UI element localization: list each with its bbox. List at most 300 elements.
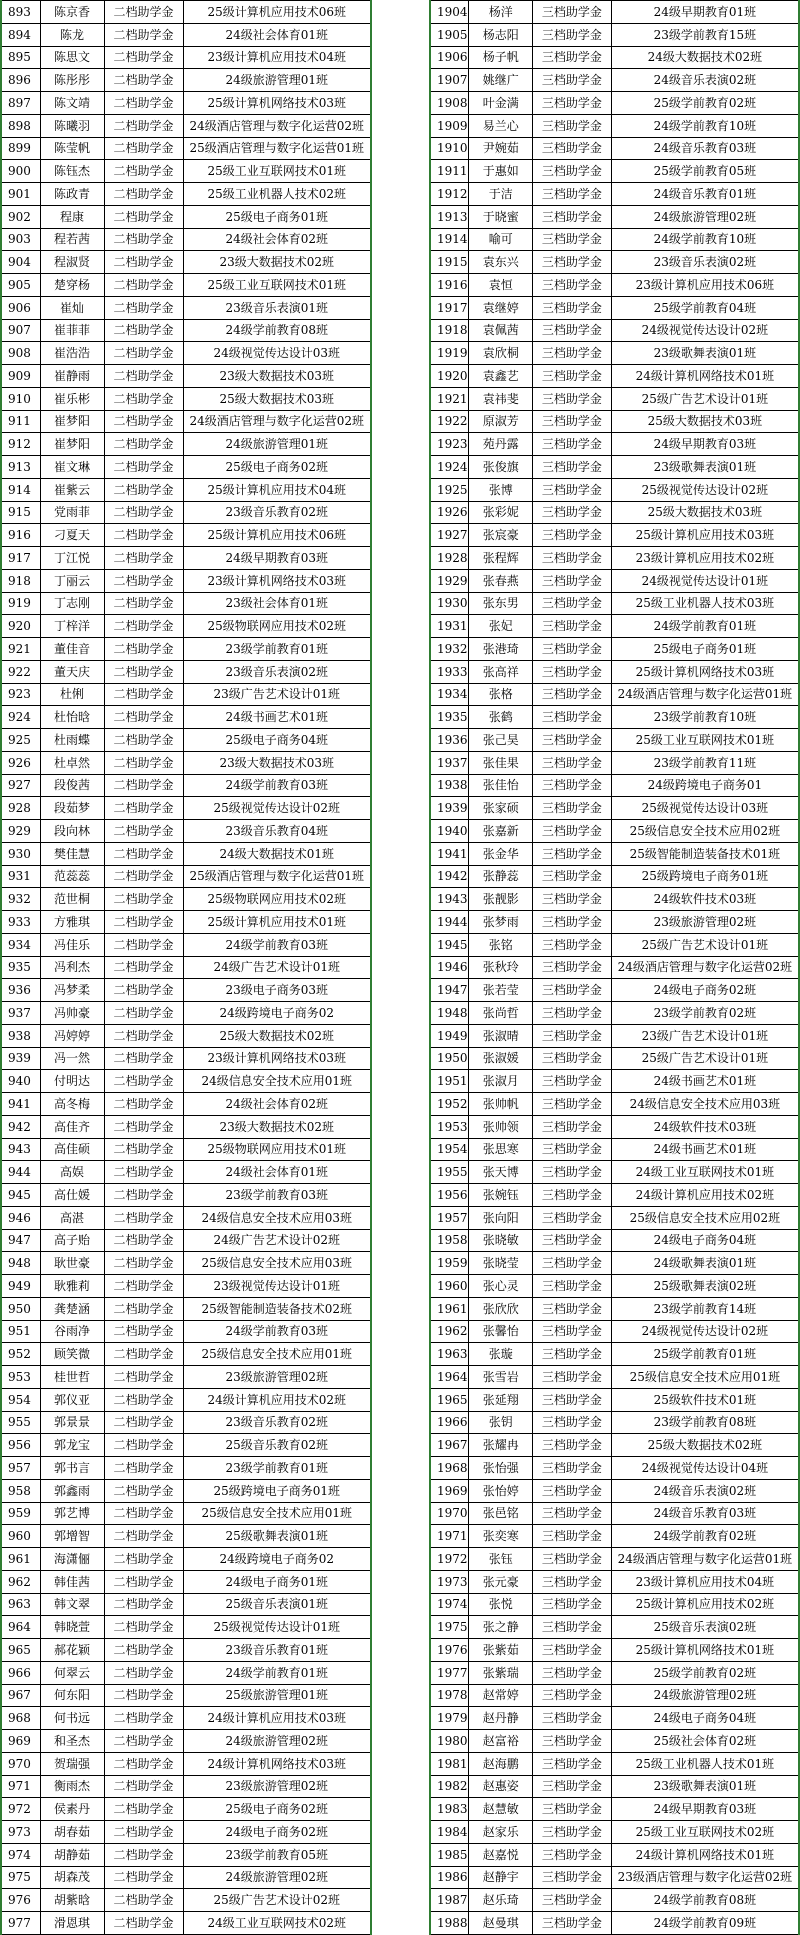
aid-level-cell: 三档助学金 — [533, 23, 612, 46]
table-row — [1, 1866, 371, 1889]
row-number-cell: 929 — [1, 820, 40, 843]
aid-level-cell: 三档助学金 — [533, 524, 612, 547]
class-name-cell: 25级大数据技术03班 — [611, 410, 799, 433]
table-row — [430, 342, 799, 365]
row-number-cell: 959 — [1, 1502, 40, 1525]
table-row — [430, 1593, 799, 1616]
row-number-cell: 941 — [1, 1093, 40, 1116]
class-name-cell: 23级旅游管理02班 — [611, 911, 799, 934]
row-number-cell: 975 — [1, 1866, 40, 1889]
row-number-cell: 1909 — [430, 114, 469, 137]
row-number-cell: 933 — [1, 911, 40, 934]
student-name-cell: 胡森茂 — [40, 1866, 104, 1889]
row-number-cell: 970 — [1, 1752, 40, 1775]
student-name-cell: 陈政青 — [40, 183, 104, 206]
row-number-cell: 1913 — [430, 205, 469, 228]
table-row — [430, 456, 799, 479]
table-row — [430, 365, 799, 388]
class-name-cell: 23级计算机应用技术02班 — [611, 547, 799, 570]
class-name-cell: 23级学前教育14班 — [611, 1297, 799, 1320]
student-name-cell: 郭龙宝 — [40, 1434, 104, 1457]
class-name-cell: 24级软件技术03班 — [611, 888, 799, 911]
table-row — [1, 1161, 371, 1184]
class-name-cell: 25级视觉传达设计01班 — [183, 1616, 371, 1639]
class-name-cell: 25级学前教育02班 — [611, 92, 799, 115]
row-number-cell: 1967 — [430, 1434, 469, 1457]
class-name-cell: 24级计算机网络技术03班 — [183, 1752, 371, 1775]
aid-level-cell: 三档助学金 — [533, 183, 612, 206]
class-name-cell: 23级音乐表演01班 — [183, 296, 371, 319]
row-number-cell: 901 — [1, 183, 40, 206]
row-number-cell: 904 — [1, 251, 40, 274]
table-row — [1, 1297, 371, 1320]
student-name-cell: 张博 — [469, 478, 533, 501]
student-name-cell: 张紫瑞 — [469, 1661, 533, 1684]
class-name-cell: 25级大数据技术02班 — [611, 1434, 799, 1457]
row-number-cell: 1931 — [430, 615, 469, 638]
row-number-cell: 977 — [1, 1912, 40, 1935]
table-row — [430, 1366, 799, 1389]
aid-level-cell: 二档助学金 — [104, 569, 183, 592]
aid-level-cell: 二档助学金 — [104, 1570, 183, 1593]
aid-level-cell: 二档助学金 — [104, 1616, 183, 1639]
table-row — [430, 1525, 799, 1548]
student-name-cell: 崔梦阳 — [40, 433, 104, 456]
row-number-cell: 1970 — [430, 1502, 469, 1525]
table-row — [1, 547, 371, 570]
aid-level-cell: 二档助学金 — [104, 524, 183, 547]
row-number-cell: 1915 — [430, 251, 469, 274]
class-name-cell: 23级学前教育11班 — [611, 751, 799, 774]
aid-level-cell: 三档助学金 — [533, 547, 612, 570]
aid-level-cell: 三档助学金 — [533, 1366, 612, 1389]
table-row — [1, 1411, 371, 1434]
student-name-cell: 杜怡晗 — [40, 706, 104, 729]
table-row — [1, 1320, 371, 1343]
table-row — [430, 1206, 799, 1229]
class-name-cell: 23级计算机应用技术06班 — [611, 274, 799, 297]
table-row — [430, 592, 799, 615]
table-row — [430, 933, 799, 956]
student-name-cell: 杨子帆 — [469, 46, 533, 69]
class-name-cell: 25级广告艺术设计01班 — [611, 387, 799, 410]
class-name-cell: 23级大数据技术02班 — [183, 251, 371, 274]
table-row — [1, 501, 371, 524]
student-name-cell: 付明达 — [40, 1070, 104, 1093]
student-name-cell: 张欣欣 — [469, 1297, 533, 1320]
table-row — [1, 1184, 371, 1207]
row-number-cell: 909 — [1, 365, 40, 388]
aid-level-cell: 二档助学金 — [104, 69, 183, 92]
row-number-cell: 905 — [1, 274, 40, 297]
student-name-cell: 张淑晴 — [469, 1024, 533, 1047]
table-row — [1, 1434, 371, 1457]
aid-level-cell: 三档助学金 — [533, 342, 612, 365]
table-row — [1, 410, 371, 433]
table-row — [1, 569, 371, 592]
student-name-cell: 崔乐彬 — [40, 387, 104, 410]
class-name-cell: 24级歌舞表演01班 — [611, 1252, 799, 1275]
student-name-cell: 于晓蜜 — [469, 205, 533, 228]
class-name-cell: 25级物联网应用技术01班 — [183, 1138, 371, 1161]
aid-level-cell: 二档助学金 — [104, 547, 183, 570]
table-row — [1, 1707, 371, 1730]
table-row — [430, 1684, 799, 1707]
student-name-cell: 董佳音 — [40, 638, 104, 661]
student-name-cell: 张之静 — [469, 1616, 533, 1639]
aid-level-cell: 三档助学金 — [533, 729, 612, 752]
table-row — [430, 774, 799, 797]
row-number-cell: 953 — [1, 1366, 40, 1389]
student-name-cell: 张奕寒 — [469, 1525, 533, 1548]
class-name-cell: 25级歌舞表演02班 — [611, 1275, 799, 1298]
table-row — [1, 433, 371, 456]
aid-level-cell: 二档助学金 — [104, 1388, 183, 1411]
aid-level-cell: 二档助学金 — [104, 1366, 183, 1389]
class-name-cell: 25级计算机网络技术03班 — [183, 92, 371, 115]
student-name-cell: 张钰 — [469, 1548, 533, 1571]
table-row — [1, 797, 371, 820]
aid-level-cell: 三档助学金 — [533, 683, 612, 706]
class-name-cell: 23级电子商务03班 — [183, 979, 371, 1002]
student-name-cell: 赵静宇 — [469, 1866, 533, 1889]
student-name-cell: 崔菲菲 — [40, 319, 104, 342]
row-number-cell: 1942 — [430, 865, 469, 888]
student-name-cell: 赵惠姿 — [469, 1775, 533, 1798]
class-name-cell: 23级学前教育15班 — [611, 23, 799, 46]
aid-level-cell: 二档助学金 — [104, 797, 183, 820]
aid-level-cell: 二档助学金 — [104, 319, 183, 342]
aid-level-cell: 三档助学金 — [533, 1548, 612, 1571]
class-name-cell: 24级学前教育03班 — [183, 774, 371, 797]
aid-level-cell: 二档助学金 — [104, 1798, 183, 1821]
class-name-cell: 24级视觉传达设计02班 — [611, 1320, 799, 1343]
row-number-cell: 949 — [1, 1275, 40, 1298]
class-name-cell: 24级社会体育01班 — [183, 1161, 371, 1184]
class-name-cell: 24级书画艺术01班 — [611, 1138, 799, 1161]
class-name-cell: 23级音乐表演02班 — [183, 660, 371, 683]
aid-level-cell: 二档助学金 — [104, 888, 183, 911]
table-row — [430, 751, 799, 774]
student-name-cell: 张元豪 — [469, 1570, 533, 1593]
student-name-cell: 张天博 — [469, 1161, 533, 1184]
class-name-cell: 23级学前教育10班 — [611, 706, 799, 729]
row-number-cell: 930 — [1, 842, 40, 865]
table-row — [430, 251, 799, 274]
aid-level-cell: 三档助学金 — [533, 592, 612, 615]
student-name-cell: 丁梓洋 — [40, 615, 104, 638]
student-name-cell: 张若莹 — [469, 979, 533, 1002]
table-row — [1, 1502, 371, 1525]
class-name-cell: 24级酒店管理与数字化运营01班 — [611, 1548, 799, 1571]
row-number-cell: 1983 — [430, 1798, 469, 1821]
aid-level-cell: 三档助学金 — [533, 205, 612, 228]
aid-level-cell: 三档助学金 — [533, 456, 612, 479]
class-name-cell: 24级广告艺术设计02班 — [183, 1229, 371, 1252]
row-number-cell: 902 — [1, 205, 40, 228]
student-name-cell: 侯素丹 — [40, 1798, 104, 1821]
row-number-cell: 943 — [1, 1138, 40, 1161]
aid-level-cell: 二档助学金 — [104, 410, 183, 433]
class-name-cell: 23级酒店管理与数字化运营02班 — [611, 1866, 799, 1889]
aid-level-cell: 三档助学金 — [533, 114, 612, 137]
table-row — [430, 660, 799, 683]
student-name-cell: 高仕媛 — [40, 1184, 104, 1207]
student-name-cell: 袁继婷 — [469, 296, 533, 319]
class-name-cell: 25级学前教育02班 — [611, 1661, 799, 1684]
row-number-cell: 1965 — [430, 1388, 469, 1411]
row-number-cell: 1941 — [430, 842, 469, 865]
table-row — [430, 1502, 799, 1525]
row-number-cell: 947 — [1, 1229, 40, 1252]
table-row — [1, 114, 371, 137]
class-name-cell: 24级计算机应用技术02班 — [611, 1184, 799, 1207]
table-row — [1, 774, 371, 797]
student-name-cell: 张晓莹 — [469, 1252, 533, 1275]
student-name-cell: 杜雨蝶 — [40, 729, 104, 752]
row-number-cell: 1953 — [430, 1115, 469, 1138]
table-row — [1, 1730, 371, 1753]
student-name-cell: 姚继广 — [469, 69, 533, 92]
table-row — [430, 296, 799, 319]
row-number-cell: 1969 — [430, 1479, 469, 1502]
aid-level-cell: 二档助学金 — [104, 274, 183, 297]
student-name-cell: 樊佳慧 — [40, 842, 104, 865]
class-name-cell: 24级电子商务02班 — [611, 979, 799, 1002]
student-name-cell: 杜卓然 — [40, 751, 104, 774]
student-name-cell: 崔灿 — [40, 296, 104, 319]
row-number-cell: 897 — [1, 92, 40, 115]
table-row — [430, 1388, 799, 1411]
class-name-cell: 23级学前教育08班 — [611, 1411, 799, 1434]
table-row — [1, 69, 371, 92]
table-row — [430, 1161, 799, 1184]
table-row — [430, 1912, 799, 1935]
class-name-cell: 24级跨境电子商务02 — [183, 1002, 371, 1025]
table-row — [1, 638, 371, 661]
class-name-cell: 25级社会体育02班 — [611, 1730, 799, 1753]
table-row — [430, 1866, 799, 1889]
student-name-cell: 袁恒 — [469, 274, 533, 297]
student-name-cell: 赵嘉悦 — [469, 1843, 533, 1866]
aid-level-cell: 三档助学金 — [533, 410, 612, 433]
table-row — [430, 1093, 799, 1116]
table-row — [430, 1411, 799, 1434]
row-number-cell: 1923 — [430, 433, 469, 456]
aid-level-cell: 三档助学金 — [533, 137, 612, 160]
table-row — [430, 1707, 799, 1730]
row-number-cell: 920 — [1, 615, 40, 638]
class-name-cell: 24级广告艺术设计01班 — [183, 956, 371, 979]
aid-level-cell: 三档助学金 — [533, 92, 612, 115]
table-row — [1, 137, 371, 160]
student-name-cell: 程淑贤 — [40, 251, 104, 274]
aid-level-cell: 二档助学金 — [104, 1252, 183, 1275]
student-name-cell: 高娱 — [40, 1161, 104, 1184]
table-row — [430, 524, 799, 547]
class-name-cell: 23级视觉传达设计01班 — [183, 1275, 371, 1298]
table-row — [430, 1343, 799, 1366]
student-name-cell: 张婉钰 — [469, 1184, 533, 1207]
row-number-cell: 1938 — [430, 774, 469, 797]
aid-level-cell: 二档助学金 — [104, 820, 183, 843]
table-row — [1, 1479, 371, 1502]
row-number-cell: 910 — [1, 387, 40, 410]
class-name-cell: 25级信息安全技术应用02班 — [611, 820, 799, 843]
row-number-cell: 1924 — [430, 456, 469, 479]
student-name-cell: 杨志阳 — [469, 23, 533, 46]
table-row — [1, 1525, 371, 1548]
table-row — [430, 729, 799, 752]
table-row — [430, 1047, 799, 1070]
row-number-cell: 1977 — [430, 1661, 469, 1684]
row-number-cell: 956 — [1, 1434, 40, 1457]
student-name-cell: 张嘉新 — [469, 820, 533, 843]
aid-level-cell: 三档助学金 — [533, 911, 612, 934]
row-number-cell: 1954 — [430, 1138, 469, 1161]
table-row — [430, 911, 799, 934]
table-row — [1, 456, 371, 479]
table-row — [1, 1138, 371, 1161]
class-name-cell: 23级计算机网络技术03班 — [183, 1047, 371, 1070]
table-row — [1, 183, 371, 206]
class-name-cell: 25级电子商务02班 — [183, 1798, 371, 1821]
row-number-cell: 1929 — [430, 569, 469, 592]
table-row — [1, 1889, 371, 1912]
class-name-cell: 25级物联网应用技术02班 — [183, 888, 371, 911]
table-row — [430, 387, 799, 410]
row-number-cell: 1908 — [430, 92, 469, 115]
class-name-cell: 23级音乐教育04班 — [183, 820, 371, 843]
student-name-cell: 赵富裕 — [469, 1730, 533, 1753]
table-row — [430, 433, 799, 456]
aid-level-cell: 三档助学金 — [533, 820, 612, 843]
table-row — [1, 888, 371, 911]
student-name-cell: 叶金满 — [469, 92, 533, 115]
row-number-cell: 969 — [1, 1730, 40, 1753]
student-name-cell: 冯利杰 — [40, 956, 104, 979]
student-name-cell: 赵曼琪 — [469, 1912, 533, 1935]
class-name-cell: 24级旅游管理02班 — [611, 1684, 799, 1707]
row-number-cell: 1960 — [430, 1275, 469, 1298]
class-name-cell: 25级电子商务04班 — [183, 729, 371, 752]
aid-level-cell: 二档助学金 — [104, 1661, 183, 1684]
class-name-cell: 25级智能制造装备技术02班 — [183, 1297, 371, 1320]
row-number-cell: 1987 — [430, 1889, 469, 1912]
student-name-cell: 段俊茜 — [40, 774, 104, 797]
student-name-cell: 张淑月 — [469, 1070, 533, 1093]
aid-level-cell: 二档助学金 — [104, 365, 183, 388]
class-name-cell: 25级电子商务02班 — [183, 456, 371, 479]
aid-level-cell: 三档助学金 — [533, 1752, 612, 1775]
table-row — [1, 615, 371, 638]
class-name-cell: 23级社会体育01班 — [183, 592, 371, 615]
table-row — [430, 1434, 799, 1457]
row-number-cell: 1981 — [430, 1752, 469, 1775]
aid-level-cell: 三档助学金 — [533, 319, 612, 342]
table-row — [1, 1252, 371, 1275]
student-name-cell: 张晓敏 — [469, 1229, 533, 1252]
student-name-cell: 陈思文 — [40, 46, 104, 69]
class-name-cell: 25级工业互联网技术01班 — [183, 160, 371, 183]
aid-level-cell: 三档助学金 — [533, 1684, 612, 1707]
row-number-cell: 950 — [1, 1297, 40, 1320]
student-name-cell: 郭景景 — [40, 1411, 104, 1434]
table-row — [1, 251, 371, 274]
aid-level-cell: 三档助学金 — [533, 1525, 612, 1548]
table-row — [430, 1229, 799, 1252]
student-name-cell: 张帅领 — [469, 1115, 533, 1138]
aid-level-cell: 二档助学金 — [104, 137, 183, 160]
row-number-cell: 940 — [1, 1070, 40, 1093]
aid-level-cell: 二档助学金 — [104, 729, 183, 752]
class-name-cell: 25级音乐教育02班 — [183, 1434, 371, 1457]
student-name-cell: 尹婉茹 — [469, 137, 533, 160]
row-number-cell: 951 — [1, 1320, 40, 1343]
class-name-cell: 25级物联网应用技术02班 — [183, 615, 371, 638]
student-name-cell: 冯婷婷 — [40, 1024, 104, 1047]
row-number-cell: 1964 — [430, 1366, 469, 1389]
table-row — [1, 979, 371, 1002]
table-row — [430, 706, 799, 729]
class-name-cell: 25级计算机应用技术02班 — [611, 1593, 799, 1616]
class-name-cell: 24级学前教育03班 — [183, 933, 371, 956]
row-number-cell: 1968 — [430, 1457, 469, 1480]
table-row — [1, 1548, 371, 1571]
aid-level-cell: 三档助学金 — [533, 1161, 612, 1184]
aid-level-cell: 二档助学金 — [104, 183, 183, 206]
class-name-cell: 24级早期教育03班 — [611, 433, 799, 456]
aid-level-cell: 二档助学金 — [104, 1479, 183, 1502]
class-name-cell: 24级电子商务02班 — [183, 1821, 371, 1844]
class-name-cell: 24级学前教育01班 — [183, 1661, 371, 1684]
class-name-cell: 25级视觉传达设计02班 — [183, 797, 371, 820]
aid-level-cell: 二档助学金 — [104, 1024, 183, 1047]
table-row — [430, 1275, 799, 1298]
student-name-cell: 丁志刚 — [40, 592, 104, 615]
student-name-cell: 张延翔 — [469, 1388, 533, 1411]
aid-level-cell: 三档助学金 — [533, 251, 612, 274]
class-name-cell: 24级学前教育10班 — [611, 228, 799, 251]
aid-level-cell: 三档助学金 — [533, 842, 612, 865]
row-number-cell: 1905 — [430, 23, 469, 46]
student-name-cell: 袁佩茜 — [469, 319, 533, 342]
row-number-cell: 1976 — [430, 1639, 469, 1662]
aid-level-cell: 三档助学金 — [533, 1320, 612, 1343]
aid-level-cell: 三档助学金 — [533, 296, 612, 319]
student-name-cell: 韩文翠 — [40, 1593, 104, 1616]
table-row — [430, 1, 799, 24]
table-row — [1, 524, 371, 547]
aid-level-cell: 二档助学金 — [104, 1070, 183, 1093]
aid-level-cell: 三档助学金 — [533, 1912, 612, 1935]
table-row — [430, 1730, 799, 1753]
table-row — [1, 1775, 371, 1798]
row-number-cell: 974 — [1, 1843, 40, 1866]
class-name-cell: 24级旅游管理01班 — [183, 69, 371, 92]
class-name-cell: 25级广告艺术设计01班 — [611, 1047, 799, 1070]
student-name-cell: 赵丹静 — [469, 1707, 533, 1730]
student-name-cell: 于惠如 — [469, 160, 533, 183]
row-number-cell: 923 — [1, 683, 40, 706]
table-row — [430, 1024, 799, 1047]
student-name-cell: 张耀冉 — [469, 1434, 533, 1457]
table-row — [430, 205, 799, 228]
table-row — [430, 1252, 799, 1275]
row-number-cell: 935 — [1, 956, 40, 979]
row-number-cell: 1951 — [430, 1070, 469, 1093]
student-name-cell: 崔文琳 — [40, 456, 104, 479]
